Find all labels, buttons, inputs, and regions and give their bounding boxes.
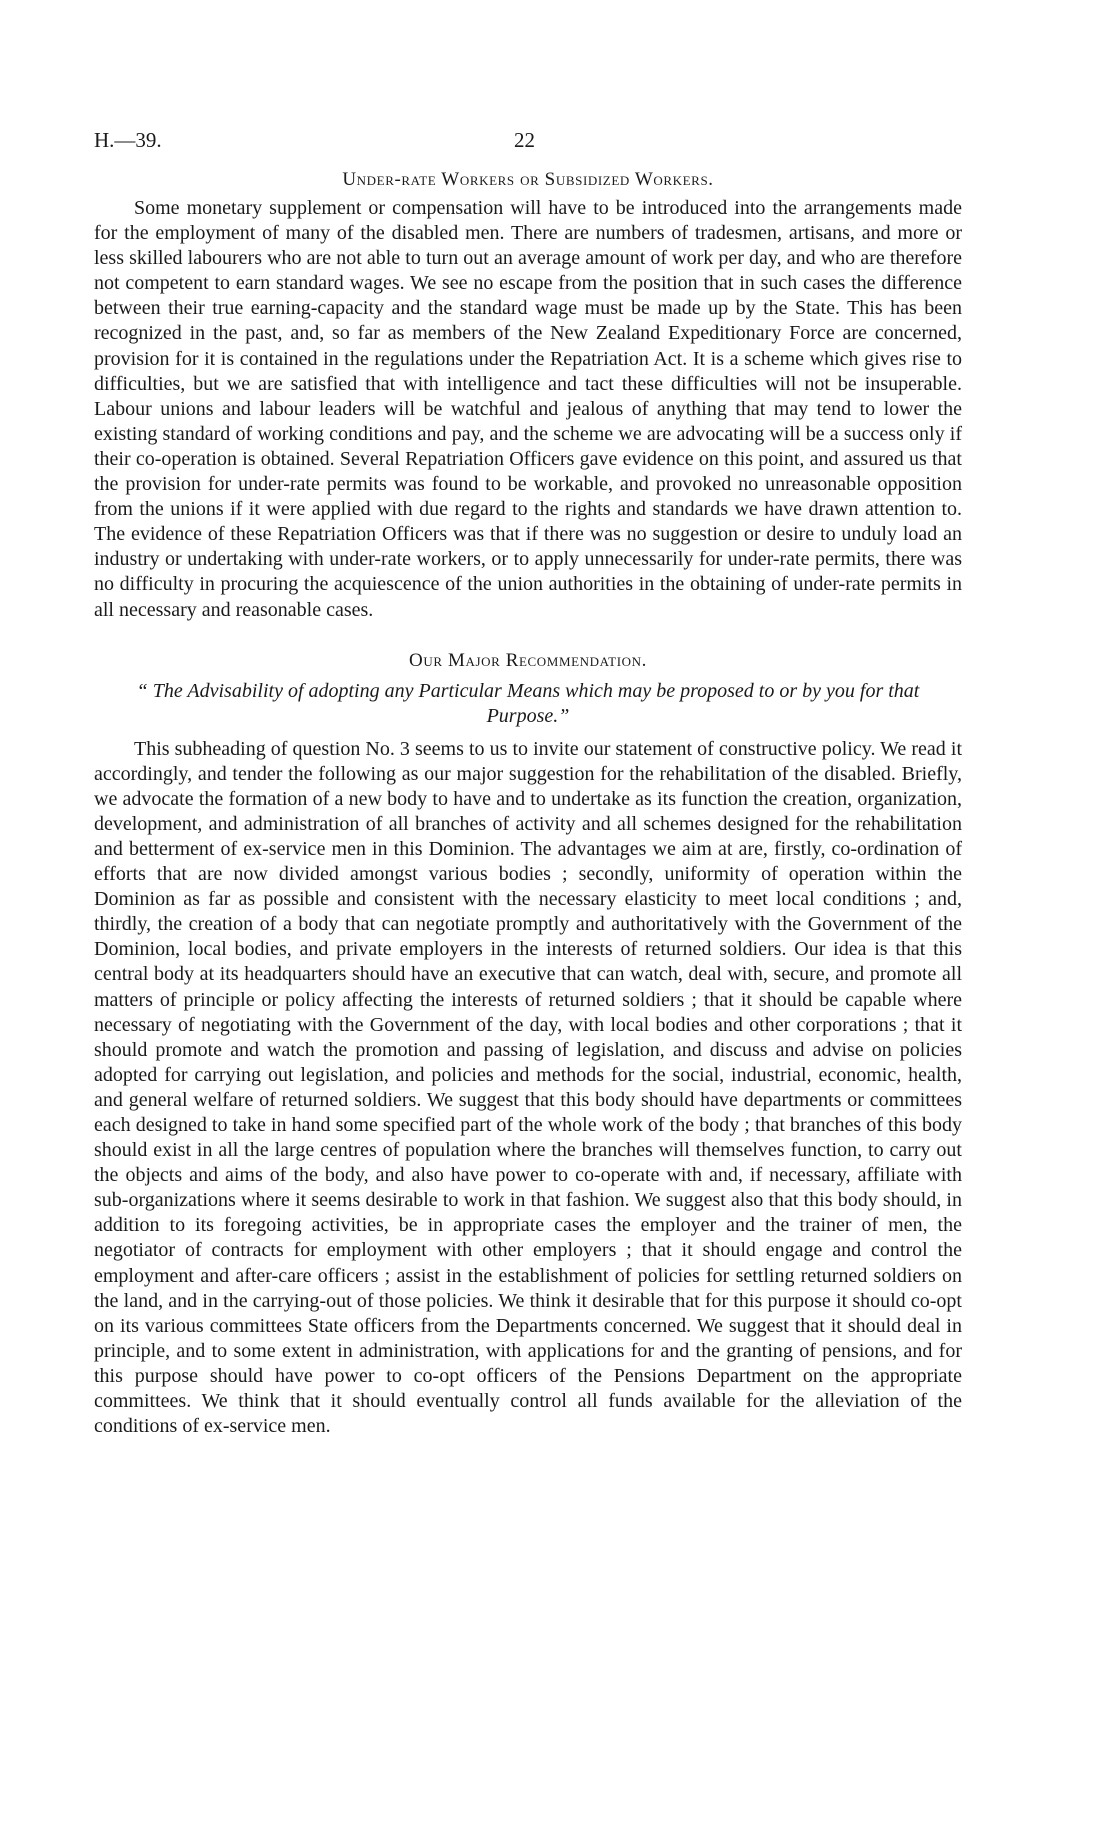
page-header: [94, 128, 962, 158]
section-heading-under-rate-workers: Under-rate Workers or Subsidized Workers.: [342, 169, 714, 190]
document-reference: H.—39.: [94, 128, 162, 152]
page-number: 22: [514, 128, 535, 152]
subheading-advisability: “ The Advisability of adopting any Particular Means which may be proposed to or by you for that Purpose.”: [136, 679, 920, 727]
document-page: [94, 128, 962, 1439]
section-spacer: [94, 623, 962, 639]
paragraph-under-rate-workers: Some monetary supplement or compensation will have to be introduced into the arrangements made for the employment of many of the disabled men. There are numbers of tradesmen, artisans, and more or less skilled labourers who are not able to turn out an average amount of work per day, and who are therefore not competent to earn standard wages. We see no escape from the position that in such cases the difference between their true earning-capacity and the standard wage must be made up by the State. This has been recognized in the past, and, so far as members of the New Zealand Expeditionary Force are concerned, provision for it is contained in the regulations under the Repatriation Act. It is a scheme which gives rise to difficulties, but we are satisfied that with intelligence and tact these difficulties will not be insuperable. Labour unions and labour leaders will be watchful and jealous of anything that may tend to lower the existing standard of working conditions and pay, and the scheme we are advocating will be a success only if their co-operation is obtained. Several Repatriation Officers gave evidence on this point, and assured us that the provision for under-rate permits was found to be workable, and provoked no unreasonable opposition from the unions if it were applied with due regard to the rights and standards we have drawn attention to. The evidence of these Repatriation Officers was that if there was no suggestion or desire to unduly load an industry or undertaking with under-rate workers, or to apply unnecessarily for under-rate permits, there was no difficulty in procuring the acquiescence of the union authorities in the obtaining of under-rate permits in all necessary and reasonable cases.: [94, 197, 962, 621]
paragraph-major-recommendation: This subheading of question No. 3 seems to us to invite our statement of constructive policy. We read it accordingly, and tender the following as our major suggestion for the rehabilitation of the disabled. Briefly, we advocate the formation of a new body to have and to undertake as its function the creation, organization, development, and administration of all branches of activity and all schemes designed for the rehabilitation and betterment of ex-service men in this Dominion. The advantages we aim at are, firstly, co-ordination of efforts that are now divided amongst various bodies ; secondly, uniformity of operation within the Dominion as far as possible and consistent with the necessary elasticity to meet local conditions ; and, thirdly, the creation of a body that can negotiate promptly and authoritatively with the Government of the Dominion, local bodies, and private employers in the interests of returned soldiers. Our idea is that this central body at its headquarters should have an executive that can watch, deal with, secure, and promote all matters of principle or policy affecting the interests of returned soldiers ; that it should be capable where necessary of negotiating with the Government of the day, with local bodies and other corporations ; that it should promote and watch the promotion and passing of legislation, and discuss and advise on policies adopted for carrying out legislation, and policies and methods for the social, industrial, economic, health, and general welfare of returned soldiers. We suggest that this body should have departments or committees each designed to take in hand some specified part of the whole work of the body ; that branches of this body should exist in all the large centres of population where the branches will themselves function, to carry out the objects and aims of the body, and also have power to co-operate with and, if necessary, affiliate with sub-organizations where it seems desirable to work in that fashion. We suggest also that this body should, in addition to its foregoing activities, be in appropriate cases the employer and the trainer of men, the negotiator of contracts for employment with other employers ; that it should engage and control the employment and after-care officers ; assist in the establishment of policies for settling returned soldiers on the land, and in the carrying-out of those policies. We think it desirable that for this purpose it should co-opt on its various committees State officers from the Departments concerned. We suggest that it should deal in principle, and to some extent in administration, with applications for and the granting of pensions, and for this purpose should have power to co-opt officers of the Pensions Department on the appropriate committees. We think that it should eventually control all funds available for the alleviation of the conditions of ex-service men.: [94, 737, 962, 1438]
section-heading-major-recommendation: Our Major Recommendation.: [409, 649, 647, 671]
